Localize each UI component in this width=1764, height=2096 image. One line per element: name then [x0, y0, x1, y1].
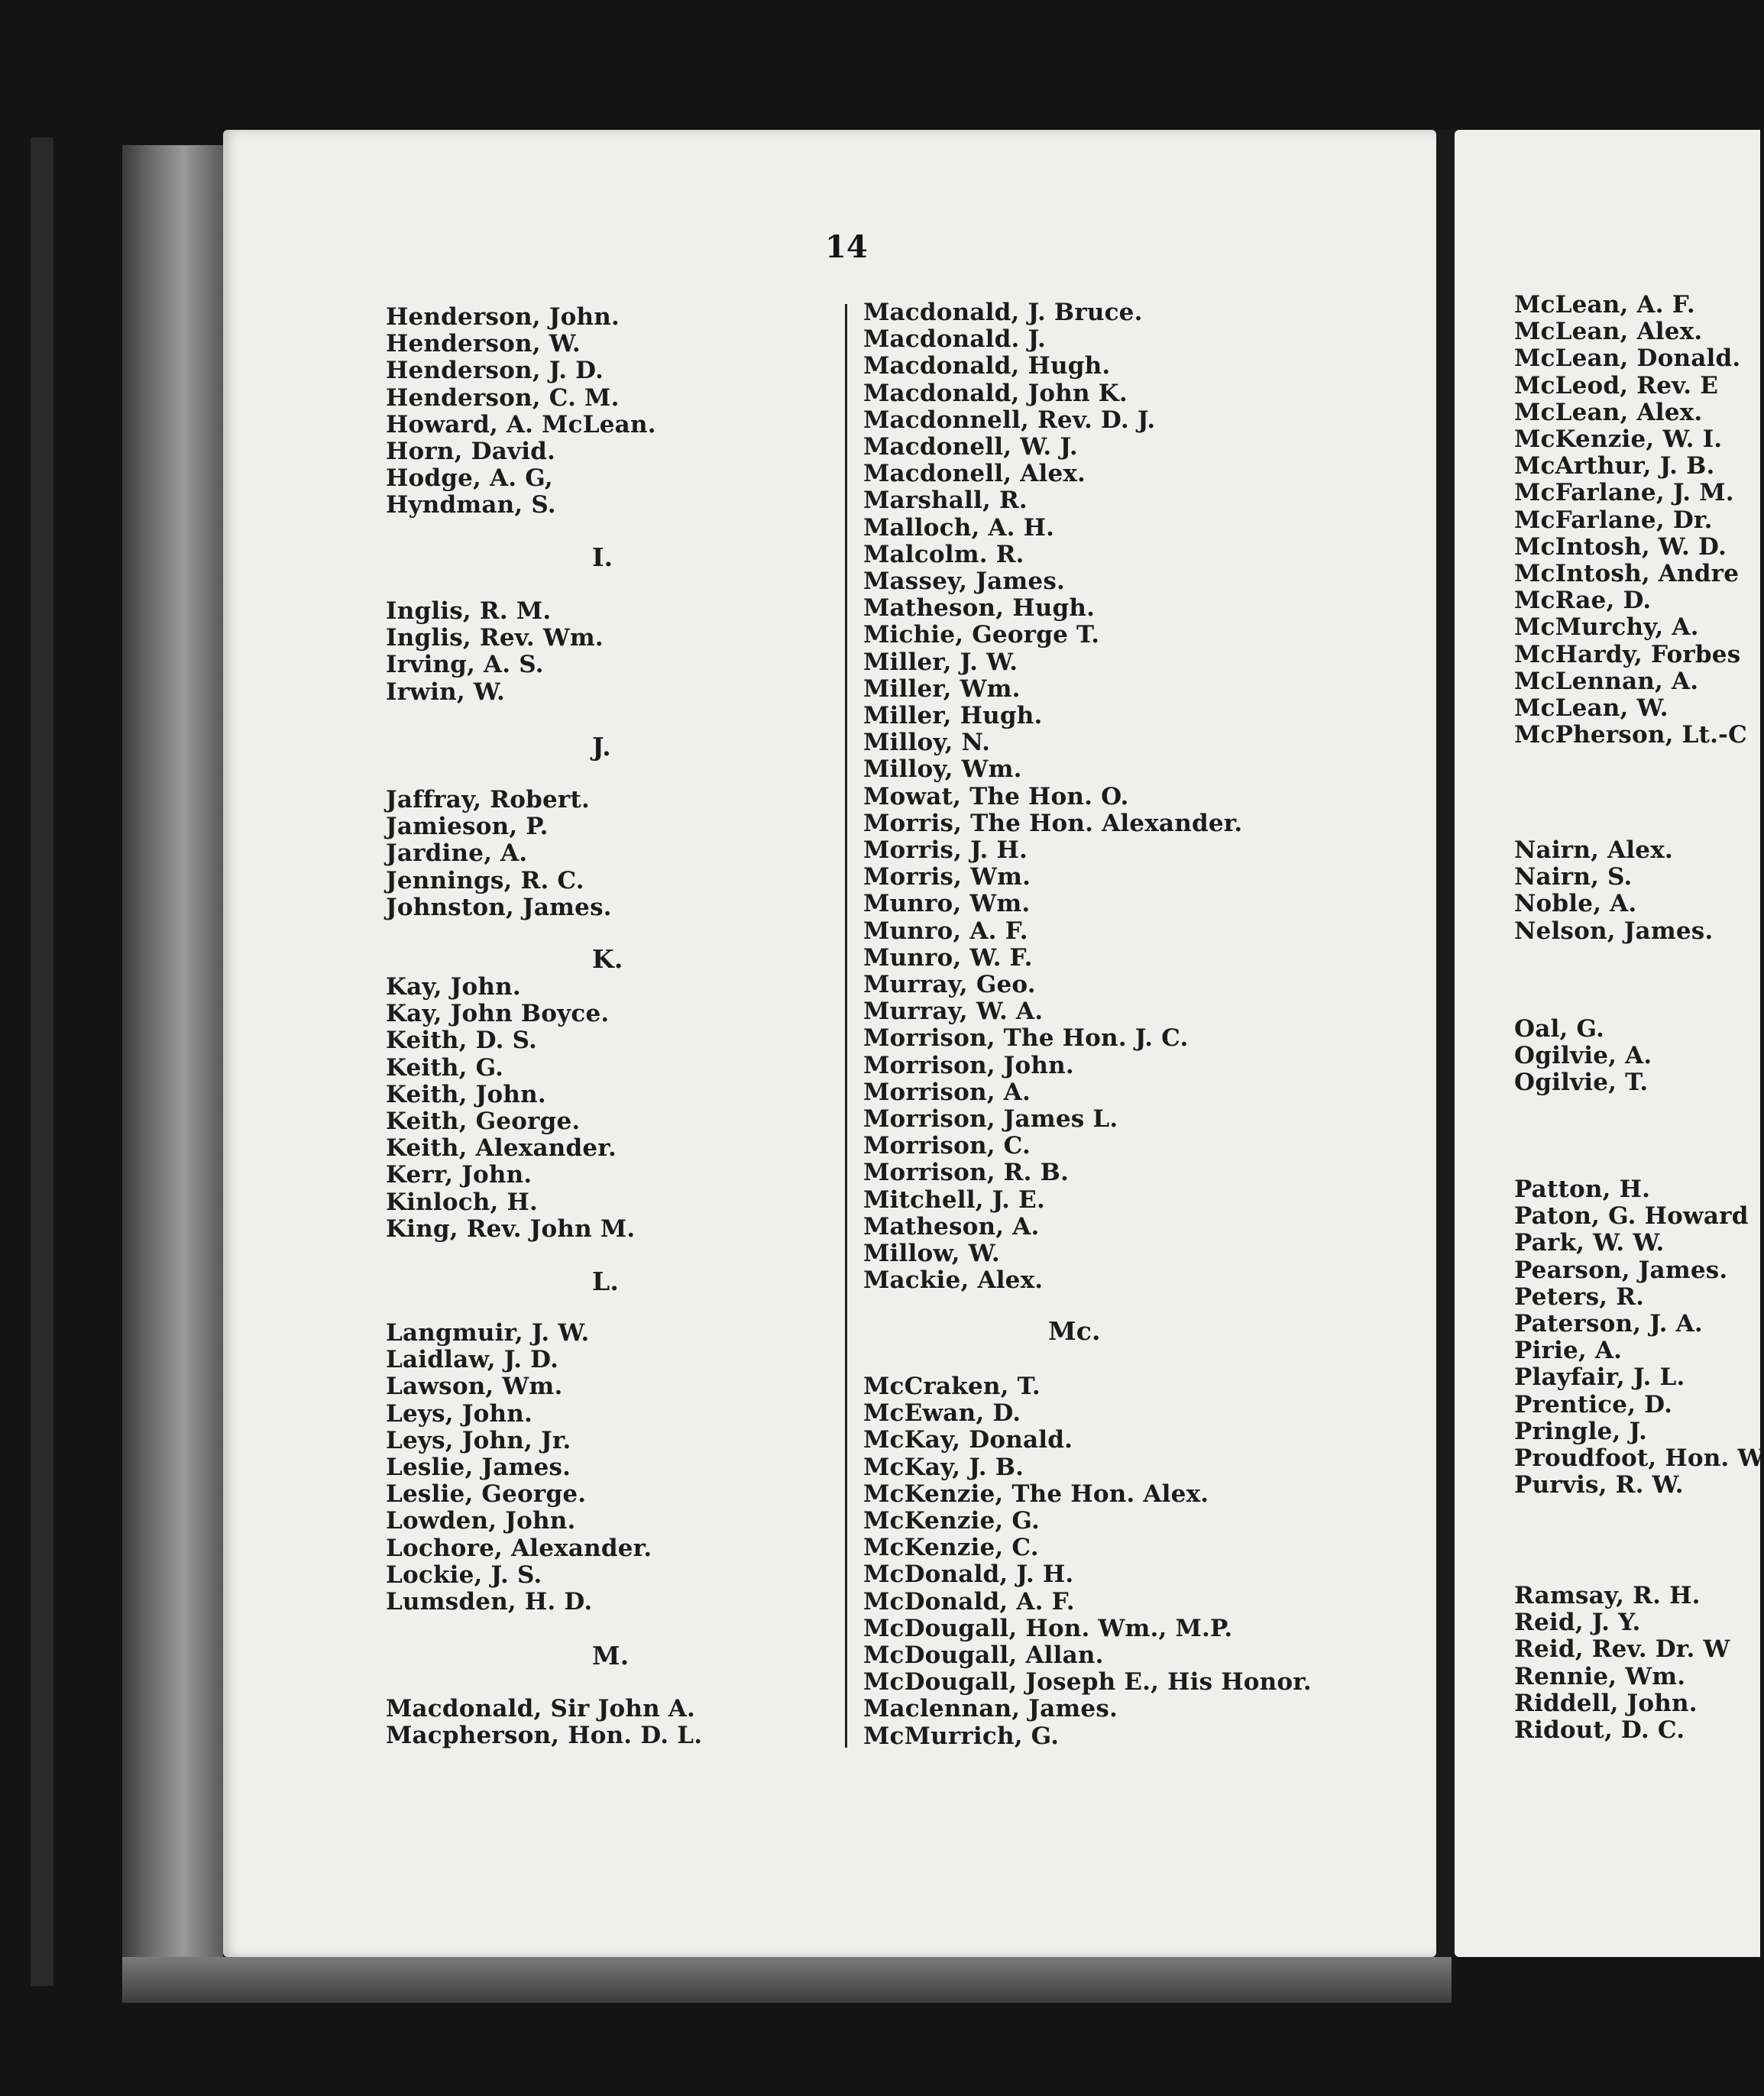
name-entry: McKenzie, C.	[863, 1534, 1039, 1562]
name-entry: Mowat, The Hon. O.	[863, 782, 1129, 810]
name-entry: McIntosh, Andre	[1514, 560, 1740, 587]
name-entry: McDougall, Joseph E., His Honor.	[863, 1668, 1312, 1697]
name-entry: Ramsay, R. H.	[1514, 1582, 1701, 1609]
name-entry: Paterson, J. A.	[1514, 1310, 1703, 1337]
name-entry: Jennings, R. C.	[386, 866, 584, 894]
name-entry: Keith, John.	[386, 1080, 546, 1108]
name-entry: Miller, J. W.	[863, 648, 1018, 676]
name-entry: Leslie, George.	[386, 1480, 587, 1509]
name-entry: Kay, John Boyce.	[386, 1000, 610, 1028]
section-heading: K.	[592, 944, 623, 974]
name-entry: Miller, Wm.	[863, 674, 1021, 703]
name-entry: Macpherson, Hon. D. L.	[386, 1722, 703, 1750]
name-entry: Keith, George.	[386, 1108, 581, 1135]
name-entry: Nairn, S.	[1514, 863, 1633, 891]
name-entry: Malcolm. R.	[863, 540, 1024, 568]
name-entry: Reid, Rev. Dr. W	[1514, 1635, 1730, 1664]
name-entry: McKenzie, G.	[863, 1507, 1040, 1535]
name-entry: Hodge, A. G,	[386, 464, 553, 493]
name-entry: Kay, John.	[386, 973, 521, 1001]
name-entry: Massey, James.	[863, 568, 1065, 595]
name-entry: Peters, R.	[1514, 1283, 1645, 1311]
name-entry: Munro, W. F.	[863, 943, 1033, 972]
name-entry: Leys, John, Jr.	[386, 1426, 571, 1454]
name-entry: McDougall, Hon. Wm., M.P.	[863, 1614, 1233, 1642]
name-entry: Jaffray, Robert.	[386, 786, 590, 813]
name-entry: Munro, A. F.	[863, 917, 1028, 945]
name-entry: Inglis, Rev. Wm.	[386, 624, 604, 652]
name-entry: Morris, Wm.	[863, 863, 1031, 891]
name-entry: Matheson, A.	[863, 1212, 1040, 1240]
name-entry: Park, W. W.	[1514, 1229, 1665, 1257]
name-entry: Murray, W. A.	[863, 998, 1044, 1026]
name-entry: Morris, The Hon. Alexander.	[863, 809, 1243, 837]
name-entry: Nairn, Alex.	[1514, 836, 1673, 864]
name-entry: Ridout, D. C.	[1514, 1716, 1685, 1744]
name-entry: Macdonell, Alex.	[863, 460, 1086, 488]
section-heading: Mc.	[1048, 1316, 1101, 1346]
name-entry: McDonald, J. H.	[863, 1561, 1074, 1589]
name-entry: Murray, Geo.	[863, 971, 1036, 998]
name-entry: Maclennan, James.	[863, 1695, 1118, 1723]
name-entry: Riddell, John.	[1514, 1689, 1698, 1717]
name-entry: Matheson, Hugh.	[863, 594, 1096, 623]
name-entry: Pringle, J.	[1514, 1417, 1647, 1445]
name-entry: Mackie, Alex.	[863, 1266, 1044, 1295]
name-entry: Playfair, J. L.	[1514, 1363, 1685, 1392]
name-entry: Lockie, J. S.	[386, 1561, 542, 1589]
name-entry: Kinloch, H.	[386, 1188, 538, 1216]
name-entry: Proudfoot, Hon. W	[1514, 1444, 1764, 1472]
name-entry: Malloch, A. H.	[863, 513, 1055, 542]
name-entry: Henderson, J. D.	[386, 357, 604, 385]
name-entry: Macdonnell, Rev. D. J.	[863, 406, 1156, 434]
name-entry: McMurrich, G.	[863, 1722, 1060, 1750]
name-entry: McLean, W.	[1514, 694, 1669, 722]
name-entry: McLean, Donald.	[1514, 344, 1741, 373]
name-entry: Horn, David.	[386, 438, 556, 465]
name-entry: King, Rev. John M.	[386, 1215, 636, 1243]
name-entry: Leslie, James.	[386, 1454, 571, 1481]
name-entry: Macdonald, Hugh.	[863, 352, 1111, 380]
book-edge-bottom	[122, 1957, 1452, 2003]
name-entry: Macdonell, W. J.	[863, 433, 1078, 461]
name-entry: McIntosh, W. D.	[1514, 532, 1727, 561]
name-entry: McArthur, J. B.	[1514, 452, 1715, 480]
column-divider	[845, 304, 847, 1748]
name-entry: Nelson, James.	[1514, 917, 1714, 945]
name-entry: McEwan, D.	[863, 1399, 1021, 1428]
name-entry: Irwin, W.	[386, 678, 505, 706]
name-entry: Oal, G.	[1514, 1015, 1605, 1043]
name-entry: Rennie, Wm.	[1514, 1662, 1686, 1690]
name-entry: Howard, A. McLean.	[386, 410, 656, 438]
name-entry: Henderson, C. M.	[386, 383, 620, 412]
name-entry: Lumsden, H. D.	[386, 1588, 593, 1616]
name-entry: Morris, J. H.	[863, 836, 1028, 864]
name-entry: Reid, J. Y.	[1514, 1609, 1641, 1637]
name-entry: Pearson, James.	[1514, 1256, 1728, 1284]
name-entry: McHardy, Forbes	[1514, 640, 1741, 668]
name-entry: Prentice, D.	[1514, 1390, 1673, 1418]
name-entry: Macdonald, J. Bruce.	[863, 299, 1143, 326]
name-entry: McLeod, Rev. E	[1514, 371, 1719, 399]
book-edge-stack	[122, 145, 223, 1986]
section-heading: I.	[592, 542, 613, 572]
name-entry: Keith, G.	[386, 1053, 504, 1082]
name-entry: McDougall, Allan.	[863, 1642, 1104, 1669]
name-entry: McKenzie, W. I.	[1514, 425, 1723, 453]
name-entry: Morrison, The Hon. J. C.	[863, 1024, 1189, 1053]
name-entry: McKay, Donald.	[863, 1426, 1073, 1454]
name-entry: Purvis, R. W.	[1514, 1471, 1684, 1499]
name-entry: Lawson, Wm.	[386, 1373, 563, 1401]
name-entry: Milloy, Wm.	[863, 755, 1022, 784]
name-entry: Michie, George T.	[863, 621, 1100, 649]
name-entry: Johnston, James.	[386, 893, 612, 921]
name-entry: Morrison, A.	[863, 1078, 1031, 1106]
name-entry: McLean, Alex.	[1514, 318, 1703, 346]
name-entry: Macdonald, Sir John A.	[386, 1695, 696, 1722]
name-entry: Noble, A.	[1514, 890, 1637, 918]
name-entry: Lowden, John.	[386, 1507, 576, 1535]
name-entry: McKenzie, The Hon. Alex.	[863, 1480, 1209, 1508]
name-entry: Irving, A. S.	[386, 651, 544, 679]
name-entry: Macdonald, John K.	[863, 379, 1128, 407]
name-entry: Morrison, James L.	[863, 1105, 1118, 1133]
name-entry: Mitchell, J. E.	[863, 1185, 1045, 1214]
section-heading: M.	[592, 1641, 630, 1671]
name-entry: Morrison, John.	[863, 1051, 1074, 1079]
name-entry: Ogilvie, T.	[1514, 1069, 1649, 1097]
name-entry: Patton, H.	[1514, 1176, 1651, 1203]
section-heading: J.	[592, 732, 611, 762]
name-entry: McLennan, A.	[1514, 667, 1699, 695]
name-entry: McLean, A. F.	[1514, 291, 1695, 319]
name-entry: Hyndman, S.	[386, 491, 556, 519]
name-entry: Millow, W.	[863, 1240, 1000, 1267]
name-entry: McLean, Alex.	[1514, 398, 1703, 426]
section-heading: L.	[592, 1266, 620, 1296]
name-entry: Pirie, A.	[1514, 1337, 1623, 1365]
name-entry: McDonald, A. F.	[863, 1587, 1075, 1616]
name-entry: Milloy, N.	[863, 729, 991, 757]
name-entry: Kerr, John.	[386, 1161, 532, 1189]
name-entry: Laidlaw, J. D.	[386, 1346, 559, 1374]
name-entry: McCraken, T.	[863, 1373, 1041, 1400]
name-entry: McPherson, Lt.-C	[1514, 721, 1747, 749]
page-gutter	[1436, 130, 1455, 1957]
name-entry: Paton, G. Howard	[1514, 1202, 1749, 1231]
name-entry: Inglis, R. M.	[386, 597, 552, 625]
name-entry: Ogilvie, A.	[1514, 1042, 1652, 1070]
name-entry: Marshall, R.	[863, 487, 1028, 515]
name-entry: Morrison, R. B.	[863, 1159, 1070, 1187]
name-entry: McKay, J. B.	[863, 1453, 1024, 1481]
name-entry: Morrison, C.	[863, 1132, 1031, 1160]
name-entry: Miller, Hugh.	[863, 702, 1043, 729]
name-entry: Jamieson, P.	[386, 813, 549, 841]
name-entry: Henderson, W.	[386, 330, 581, 358]
name-entry: Lochore, Alexander.	[386, 1534, 652, 1562]
name-entry: McMurchy, A.	[1514, 613, 1699, 642]
page-number: 14	[825, 229, 868, 265]
name-entry: Jardine, A.	[386, 839, 528, 868]
name-entry: Keith, D. S.	[386, 1027, 538, 1055]
book-edge-left	[31, 137, 53, 1986]
name-entry: McFarlane, Dr.	[1514, 506, 1713, 534]
name-entry: Munro, Wm.	[863, 890, 1031, 918]
name-entry: Henderson, John.	[386, 303, 620, 331]
name-entry: Macdonald. J.	[863, 325, 1046, 354]
name-entry: Leys, John.	[386, 1399, 532, 1428]
name-entry: Keith, Alexander.	[386, 1134, 617, 1163]
name-entry: McRae, D.	[1514, 587, 1652, 615]
name-entry: McFarlane, J. M.	[1514, 479, 1734, 507]
name-entry: Langmuir, J. W.	[386, 1319, 590, 1347]
